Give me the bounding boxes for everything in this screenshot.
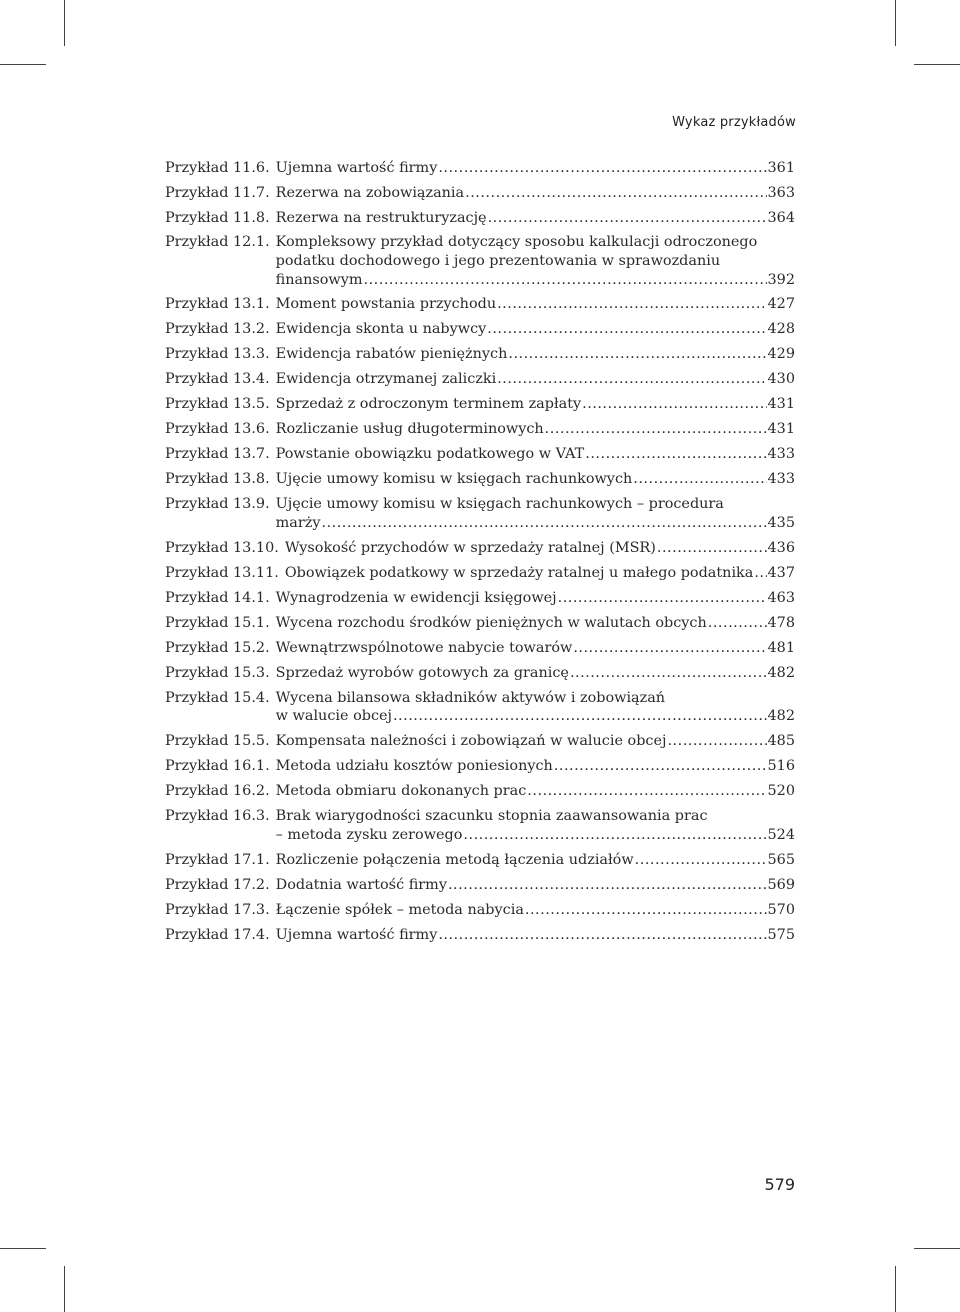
toc-entry-line <box>276 514 795 533</box>
toc-entry-title: Kompensata należności i zobowiązań w walucie obcej <box>275 733 667 750</box>
toc-entry-label: Przykład 16.3. <box>165 808 270 825</box>
toc-entry-title: Metoda obmiaru dokonanych prac <box>275 783 527 800</box>
toc-entry <box>165 782 795 801</box>
toc-entry-page: 429 <box>767 346 795 363</box>
toc-entry <box>165 495 795 532</box>
toc-entry-title: Rozliczenie połączenia metodą łączenia udziałów <box>275 851 634 868</box>
toc-entry-line <box>285 539 795 558</box>
dot-leader <box>635 851 767 870</box>
toc-entry <box>165 233 795 289</box>
toc-entry-title: Ewidencja otrzymanej zaliczki <box>275 371 497 388</box>
page-number: 579 <box>764 1175 795 1194</box>
toc-entry-line <box>276 470 795 489</box>
toc-entry-line <box>276 664 795 683</box>
toc-entry-page: 392 <box>767 271 795 288</box>
toc-entry-label: Przykład 13.2. <box>165 321 270 338</box>
dot-leader <box>754 564 766 583</box>
toc-entry-line <box>276 209 795 228</box>
toc-entry-page: 478 <box>767 614 795 631</box>
dot-leader <box>364 271 767 290</box>
toc-entry-line <box>276 184 795 203</box>
toc-entry-title: Powstanie obowiązku podatkowego w VAT <box>275 446 585 463</box>
crop-mark <box>64 1266 65 1312</box>
toc-entry-line <box>276 252 795 271</box>
toc-entry-body <box>276 589 795 608</box>
toc-entry-title: marży <box>275 514 321 531</box>
toc-entry-page: 433 <box>767 471 795 488</box>
toc-entry-label: Przykład 13.8. <box>165 471 270 488</box>
toc-entry-label: Przykład 13.10. <box>165 539 279 556</box>
toc-entry-label: Przykład 13.9. <box>165 496 270 513</box>
toc-entry-body <box>276 320 795 339</box>
toc-entry-label: Przykład 16.2. <box>165 783 270 800</box>
toc-entry-body <box>276 345 795 364</box>
toc-entry <box>165 926 795 945</box>
dot-leader <box>558 589 767 608</box>
toc-entry-page: 427 <box>767 296 795 313</box>
toc-entry-page: 430 <box>767 371 795 388</box>
toc-entry-label: Przykład 15.3. <box>165 664 270 681</box>
toc-entry-line <box>276 707 795 726</box>
toc-entry-page: 520 <box>767 783 795 800</box>
toc-entry-body <box>276 926 795 945</box>
toc-entry-line <box>276 589 795 608</box>
crop-mark <box>914 1248 960 1249</box>
toc-entry-title: Ewidencja skonta u nabywcy <box>275 321 487 338</box>
toc-entry-line <box>276 689 795 708</box>
toc-entry-line <box>276 807 795 826</box>
crop-mark <box>64 0 65 46</box>
toc-entry-page: 482 <box>767 708 795 725</box>
running-head: Wykaz przykładów <box>672 115 796 130</box>
toc-entry-title: Brak wiarygodności szacunku stopnia zaawansowania prac <box>275 808 708 825</box>
dot-leader <box>585 445 766 464</box>
toc-entry-title: Rezerwa na restrukturyzację <box>275 209 487 226</box>
toc-entry-title: Sprzedaż wyrobów gotowych za granicę <box>275 664 569 681</box>
toc-entry-label: Przykład 13.5. <box>165 396 270 413</box>
toc-entry <box>165 184 795 203</box>
toc-entry-page: 428 <box>767 321 795 338</box>
toc-entry-page: 361 <box>767 160 795 176</box>
toc-entry-title: Sprzedaż z odroczonym terminem zapłaty <box>275 396 582 413</box>
dot-leader <box>527 782 766 801</box>
toc-entry-title: podatku dochodowego i jego prezentowania w sprawozdaniu <box>275 252 721 269</box>
toc-entry-body <box>276 159 795 178</box>
toc-entry-line <box>276 901 795 920</box>
toc-entry-line <box>276 320 795 339</box>
dot-leader <box>545 420 767 439</box>
toc-entry-body <box>276 370 795 389</box>
toc-entry <box>165 614 795 633</box>
toc-entry-page: 565 <box>767 851 795 868</box>
toc-entry-label: Przykład 15.4. <box>165 689 270 706</box>
toc-entry-title: finansowym <box>275 271 363 288</box>
toc-entry-body <box>276 295 795 314</box>
toc-entry-body <box>276 445 795 464</box>
toc-entry-body <box>276 807 795 844</box>
toc-entry-title: Wysokość przychodów w sprzedaży ratalnej (MSR) <box>284 539 656 556</box>
toc-entry-body <box>276 233 795 289</box>
toc-entry-line <box>276 495 795 514</box>
toc-entry-page: 485 <box>767 733 795 750</box>
dot-leader <box>633 470 766 489</box>
toc-entry-title: – metoda zysku zerowego <box>275 826 463 843</box>
toc-entry <box>165 732 795 751</box>
toc-entry-line <box>276 395 795 414</box>
toc-entry-line <box>276 271 795 290</box>
toc-entry-page: 436 <box>767 539 795 556</box>
toc-entry <box>165 345 795 364</box>
toc-entry-label: Przykład 17.2. <box>165 876 270 893</box>
dot-leader <box>465 184 766 203</box>
toc-entry-body <box>276 209 795 228</box>
toc-entry <box>165 757 795 776</box>
toc-entry-label: Przykład 13.7. <box>165 446 270 463</box>
toc-entry-title: Rozliczanie usług długoterminowych <box>275 421 544 438</box>
toc-entry-page: 463 <box>767 589 795 606</box>
toc-entry-body <box>276 639 795 658</box>
toc-entry-body <box>276 614 795 633</box>
dot-leader <box>525 901 767 920</box>
toc-entry-line <box>276 851 795 870</box>
dot-leader <box>438 159 766 178</box>
toc-entry-body <box>276 395 795 414</box>
toc-entry-body <box>276 782 795 801</box>
toc-entry-page: 437 <box>767 564 795 581</box>
toc-entry-title: Wewnątrzwspólnotowe nabycie towarów <box>275 639 573 656</box>
toc-entry-line <box>276 876 795 895</box>
toc-entry-label: Przykład 11.6. <box>165 160 270 176</box>
toc-entry-line <box>276 233 795 252</box>
toc-entry-body <box>276 732 795 751</box>
toc-entry-body <box>276 901 795 920</box>
toc-entry-body <box>276 420 795 439</box>
toc-entry-page: 482 <box>767 664 795 681</box>
dot-leader <box>497 370 766 389</box>
toc-entry <box>165 209 795 228</box>
toc-entry-line <box>276 732 795 751</box>
dot-leader <box>463 826 766 845</box>
toc-entry-line <box>285 564 795 583</box>
toc-entry-title: Wynagrodzenia w ewidencji księgowej <box>275 589 557 606</box>
toc-entry-label: Przykład 17.4. <box>165 926 270 943</box>
crop-mark <box>0 1248 46 1249</box>
toc-entry-label: Przykład 13.3. <box>165 346 270 363</box>
toc-entry-line <box>276 370 795 389</box>
toc-entry <box>165 420 795 439</box>
toc-entry-page: 570 <box>767 901 795 918</box>
toc-entry-label: Przykład 15.1. <box>165 614 270 631</box>
toc-entry-line <box>276 420 795 439</box>
toc-entry-page: 431 <box>767 396 795 413</box>
toc-entry-title: w walucie obcej <box>275 708 392 725</box>
toc-entry-body <box>276 689 795 726</box>
toc-entry-title: Wycena bilansowa składników aktywów i zobowiązań <box>275 689 666 706</box>
toc-entry-line <box>276 782 795 801</box>
toc-entry-page: 516 <box>767 758 795 775</box>
toc-entry <box>165 564 795 583</box>
toc-entry-page: 364 <box>767 209 795 226</box>
toc-entry <box>165 445 795 464</box>
toc-entry-page: 569 <box>767 876 795 893</box>
toc-entry-title: Łączenie spółek – metoda nabycia <box>275 901 524 918</box>
dot-leader <box>508 345 766 364</box>
toc-entry-label: Przykład 13.11. <box>165 564 279 581</box>
toc-entry-label: Przykład 17.1. <box>165 851 270 868</box>
crop-mark <box>914 64 960 65</box>
toc-entry-label: Przykład 11.7. <box>165 184 270 201</box>
crop-mark <box>0 64 46 65</box>
toc-entry-line <box>276 295 795 314</box>
dot-leader <box>393 707 767 726</box>
toc-entry <box>165 470 795 489</box>
toc-entry-title: Ujemna wartość firmy <box>275 926 438 943</box>
toc-entry-title: Obowiązek podatkowy w sprzedaży ratalnej u małego podatnika <box>284 564 754 581</box>
toc-entry-title: Kompleksowy przykład dotyczący sposobu kalkulacji odroczonego <box>275 234 758 251</box>
toc-entry-line <box>276 159 795 178</box>
toc-entry-line <box>276 826 795 845</box>
toc-entry-title: Ewidencja rabatów pieniężnych <box>275 346 508 363</box>
toc-entry-line <box>276 445 795 464</box>
toc-entry-page: 363 <box>767 184 795 201</box>
dot-leader <box>582 395 766 414</box>
dot-leader <box>708 614 767 633</box>
toc-entry <box>165 320 795 339</box>
toc-entry-body <box>276 876 795 895</box>
toc-entry-title: Moment powstania przychodu <box>275 296 497 313</box>
toc-entry-body <box>285 539 795 558</box>
crop-mark <box>895 0 896 46</box>
table-of-examples <box>165 159 795 951</box>
toc-entry <box>165 370 795 389</box>
toc-entry-label: Przykład 14.1. <box>165 589 270 606</box>
toc-entry-line <box>276 639 795 658</box>
toc-entry-body <box>276 184 795 203</box>
toc-entry-label: Przykład 15.5. <box>165 733 270 750</box>
toc-entry-label: Przykład 13.6. <box>165 421 270 438</box>
toc-entry-title: Dodatnia wartość firmy <box>275 876 447 893</box>
toc-entry-page: 431 <box>767 421 795 438</box>
toc-entry-page: 433 <box>767 446 795 463</box>
toc-entry-line <box>276 345 795 364</box>
toc-entry <box>165 807 795 844</box>
dot-leader <box>667 732 766 751</box>
toc-entry-label: Przykład 15.2. <box>165 639 270 656</box>
dot-leader <box>487 320 766 339</box>
dot-leader <box>570 664 767 683</box>
toc-entry <box>165 664 795 683</box>
toc-entry-title: Ujemna wartość firmy <box>275 160 438 176</box>
toc-entry <box>165 851 795 870</box>
toc-entry-line <box>276 614 795 633</box>
toc-entry-title: Ujęcie umowy komisu w księgach rachunkowych – procedura <box>275 496 724 513</box>
toc-entry-page: 435 <box>767 514 795 531</box>
toc-entry <box>165 159 795 178</box>
toc-entry <box>165 295 795 314</box>
toc-entry-title: Rezerwa na zobowiązania <box>275 184 465 201</box>
toc-entry <box>165 539 795 558</box>
toc-entry-body <box>276 757 795 776</box>
toc-entry-page: 575 <box>767 926 795 943</box>
dot-leader <box>438 926 766 945</box>
toc-entry-label: Przykład 17.3. <box>165 901 270 918</box>
dot-leader <box>554 757 767 776</box>
toc-entry <box>165 589 795 608</box>
toc-entry <box>165 901 795 920</box>
toc-entry-body <box>276 664 795 683</box>
crop-mark <box>895 1266 896 1312</box>
dot-leader <box>488 209 767 228</box>
toc-entry <box>165 876 795 895</box>
toc-entry <box>165 689 795 726</box>
toc-entry-title: Ujęcie umowy komisu w księgach rachunkowych <box>275 471 633 488</box>
dot-leader <box>573 639 766 658</box>
toc-entry-line <box>276 926 795 945</box>
dot-leader <box>497 295 766 314</box>
toc-entry-body <box>285 564 795 583</box>
toc-entry-body <box>276 495 795 532</box>
toc-entry <box>165 395 795 414</box>
toc-entry-page: 481 <box>767 639 795 656</box>
toc-entry-title: Wycena rozchodu środków pieniężnych w walutach obcych <box>275 614 707 631</box>
dot-leader <box>321 514 766 533</box>
toc-entry <box>165 639 795 658</box>
toc-entry-title: Metoda udziału kosztów poniesionych <box>275 758 553 775</box>
toc-entry-label: Przykład 11.8. <box>165 209 270 226</box>
toc-entry-label: Przykład 13.4. <box>165 371 270 388</box>
toc-entry-label: Przykład 16.1. <box>165 758 270 775</box>
toc-entry-body <box>276 470 795 489</box>
toc-entry-line <box>276 757 795 776</box>
toc-entry-page: 524 <box>767 826 795 843</box>
toc-entry-body <box>276 851 795 870</box>
toc-entry-label: Przykład 13.1. <box>165 296 270 313</box>
dot-leader <box>448 876 767 895</box>
toc-entry-label: Przykład 12.1. <box>165 234 270 251</box>
dot-leader <box>657 539 767 558</box>
